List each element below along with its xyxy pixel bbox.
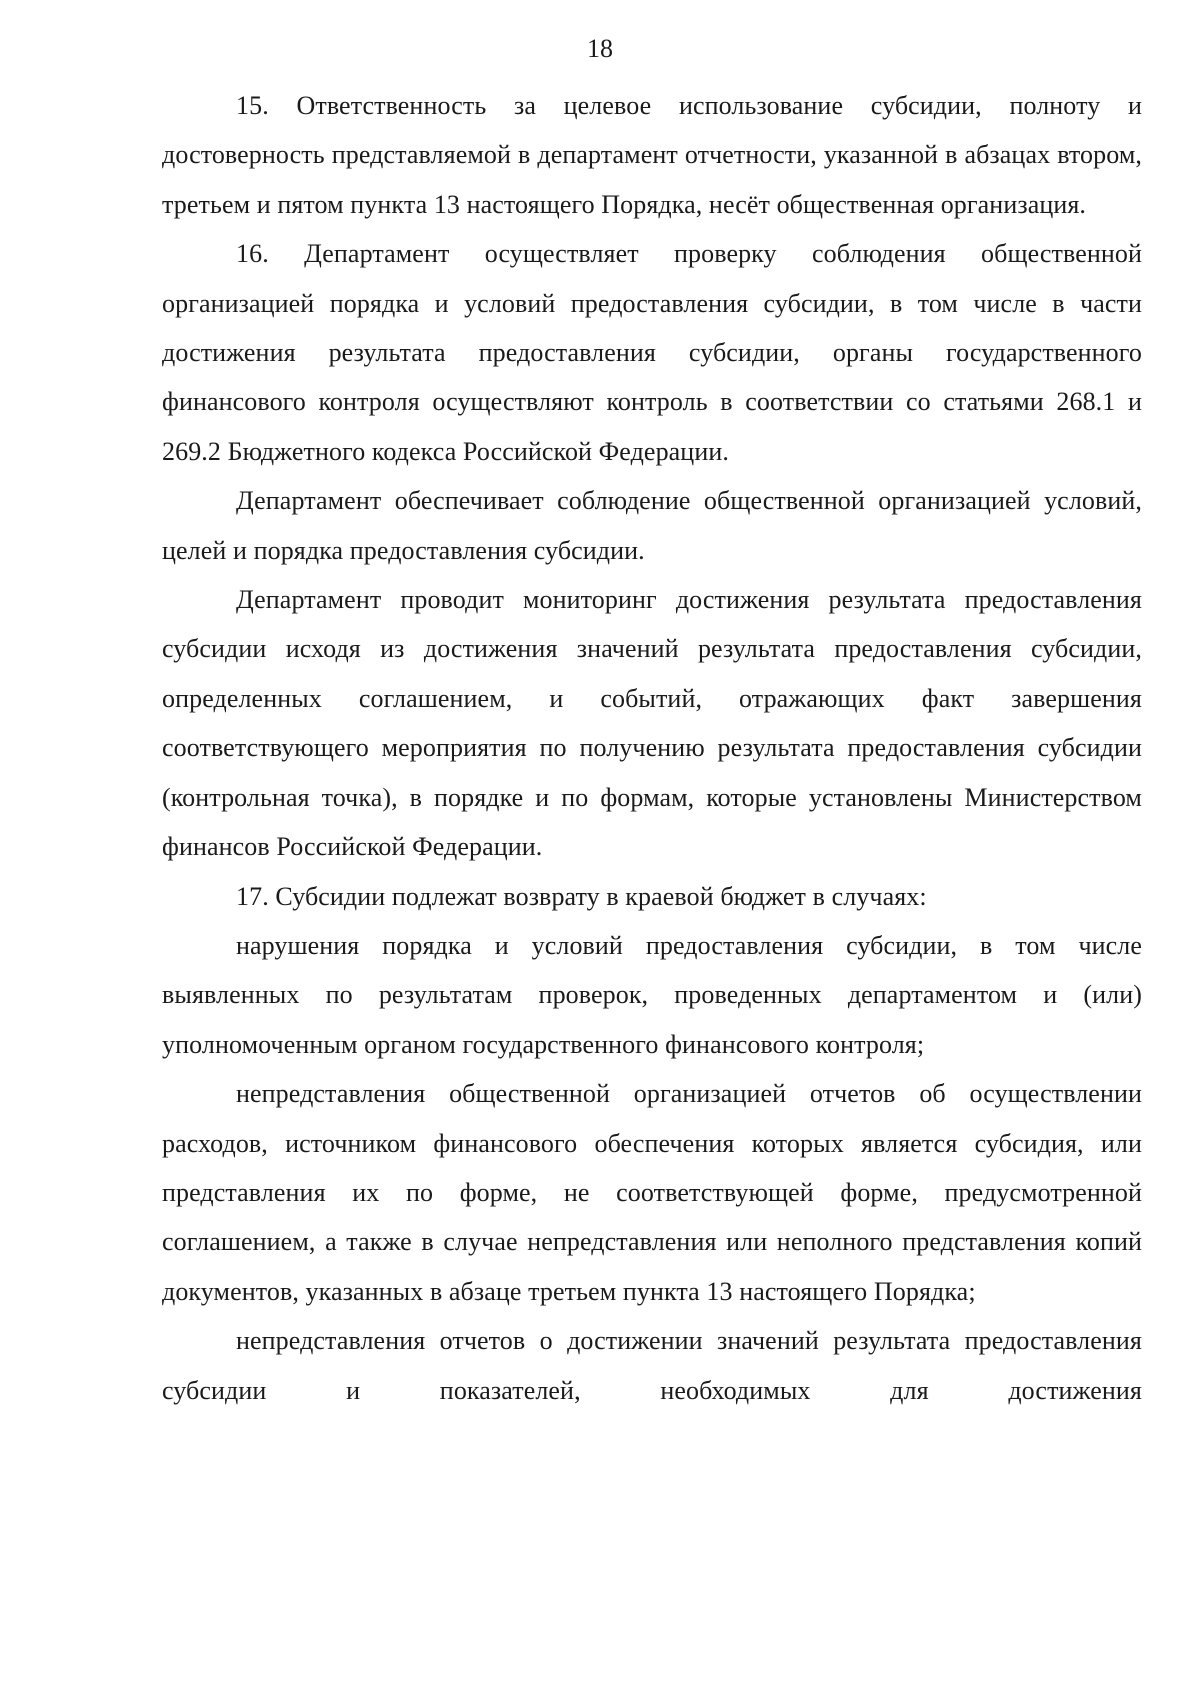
paragraph-refund-case-violation: нарушения порядка и условий предоставления субсидии, в том числе выявленных по результатам проверок, проведенных департаментом и (или) уполномоченным органом государственного финансового контроля; [162,930,1142,1059]
document-body [162,81,1142,1415]
paragraph-16-control: 16. Департамент осуществляет проверку соблюдения общественной организацией порядка и условий предоставления субсидии, в том числе в части достижения результата предоставления субсидии, органы государственного финансового контроля осуществляют контроль в соответствии со статьями 268.1 и 269.2 Бюджетного кодекса Российской Федерации. [162,239,1142,466]
paragraph-refund-case-reports: непредставления общественной организацией отчетов об осуществлении расходов, источником финансового обеспечения которых является субсидия, или представления их по форме, не соответствующей форме, предусмотренной соглашением, а также в случае непредставления или неполного представления копий документов, указанных в абзаце третьем пункта 13 настоящего Порядка; [162,1079,1142,1306]
paragraph-refund-case-results: непредставления отчетов о достижении значений результата предоставления субсидии и показателей, необходимых для достижения [162,1326,1142,1405]
paragraph-department-monitoring: Департамент проводит мониторинг достижения результата предоставления субсидии исходя из достижения значений результата предоставления субсидии, определенных соглашением, и событий, отражающих факт завершения соответствующего мероприятия по получению результата предоставления субсидии (контрольная точка), в порядке и по формам, которые установлены Министерством финансов Российской Федерации. [162,585,1142,862]
paragraph-15-responsibility: 15. Ответственность за целевое использование субсидии, полноту и достоверность представляемой в департамент отчетности, указанной в абзацах втором, третьем и пятом пункта 13 настоящего Порядка, несёт общественная организация. [162,91,1142,219]
paragraph-17-refund: 17. Субсидии подлежат возврату в краевой бюджет в случаях: [236,881,927,911]
paragraph-department-ensures: Департамент обеспечивает соблюдение общественной организацией условий, целей и порядка предоставления субсидии. [162,486,1142,565]
page-number: 18 [587,34,613,63]
